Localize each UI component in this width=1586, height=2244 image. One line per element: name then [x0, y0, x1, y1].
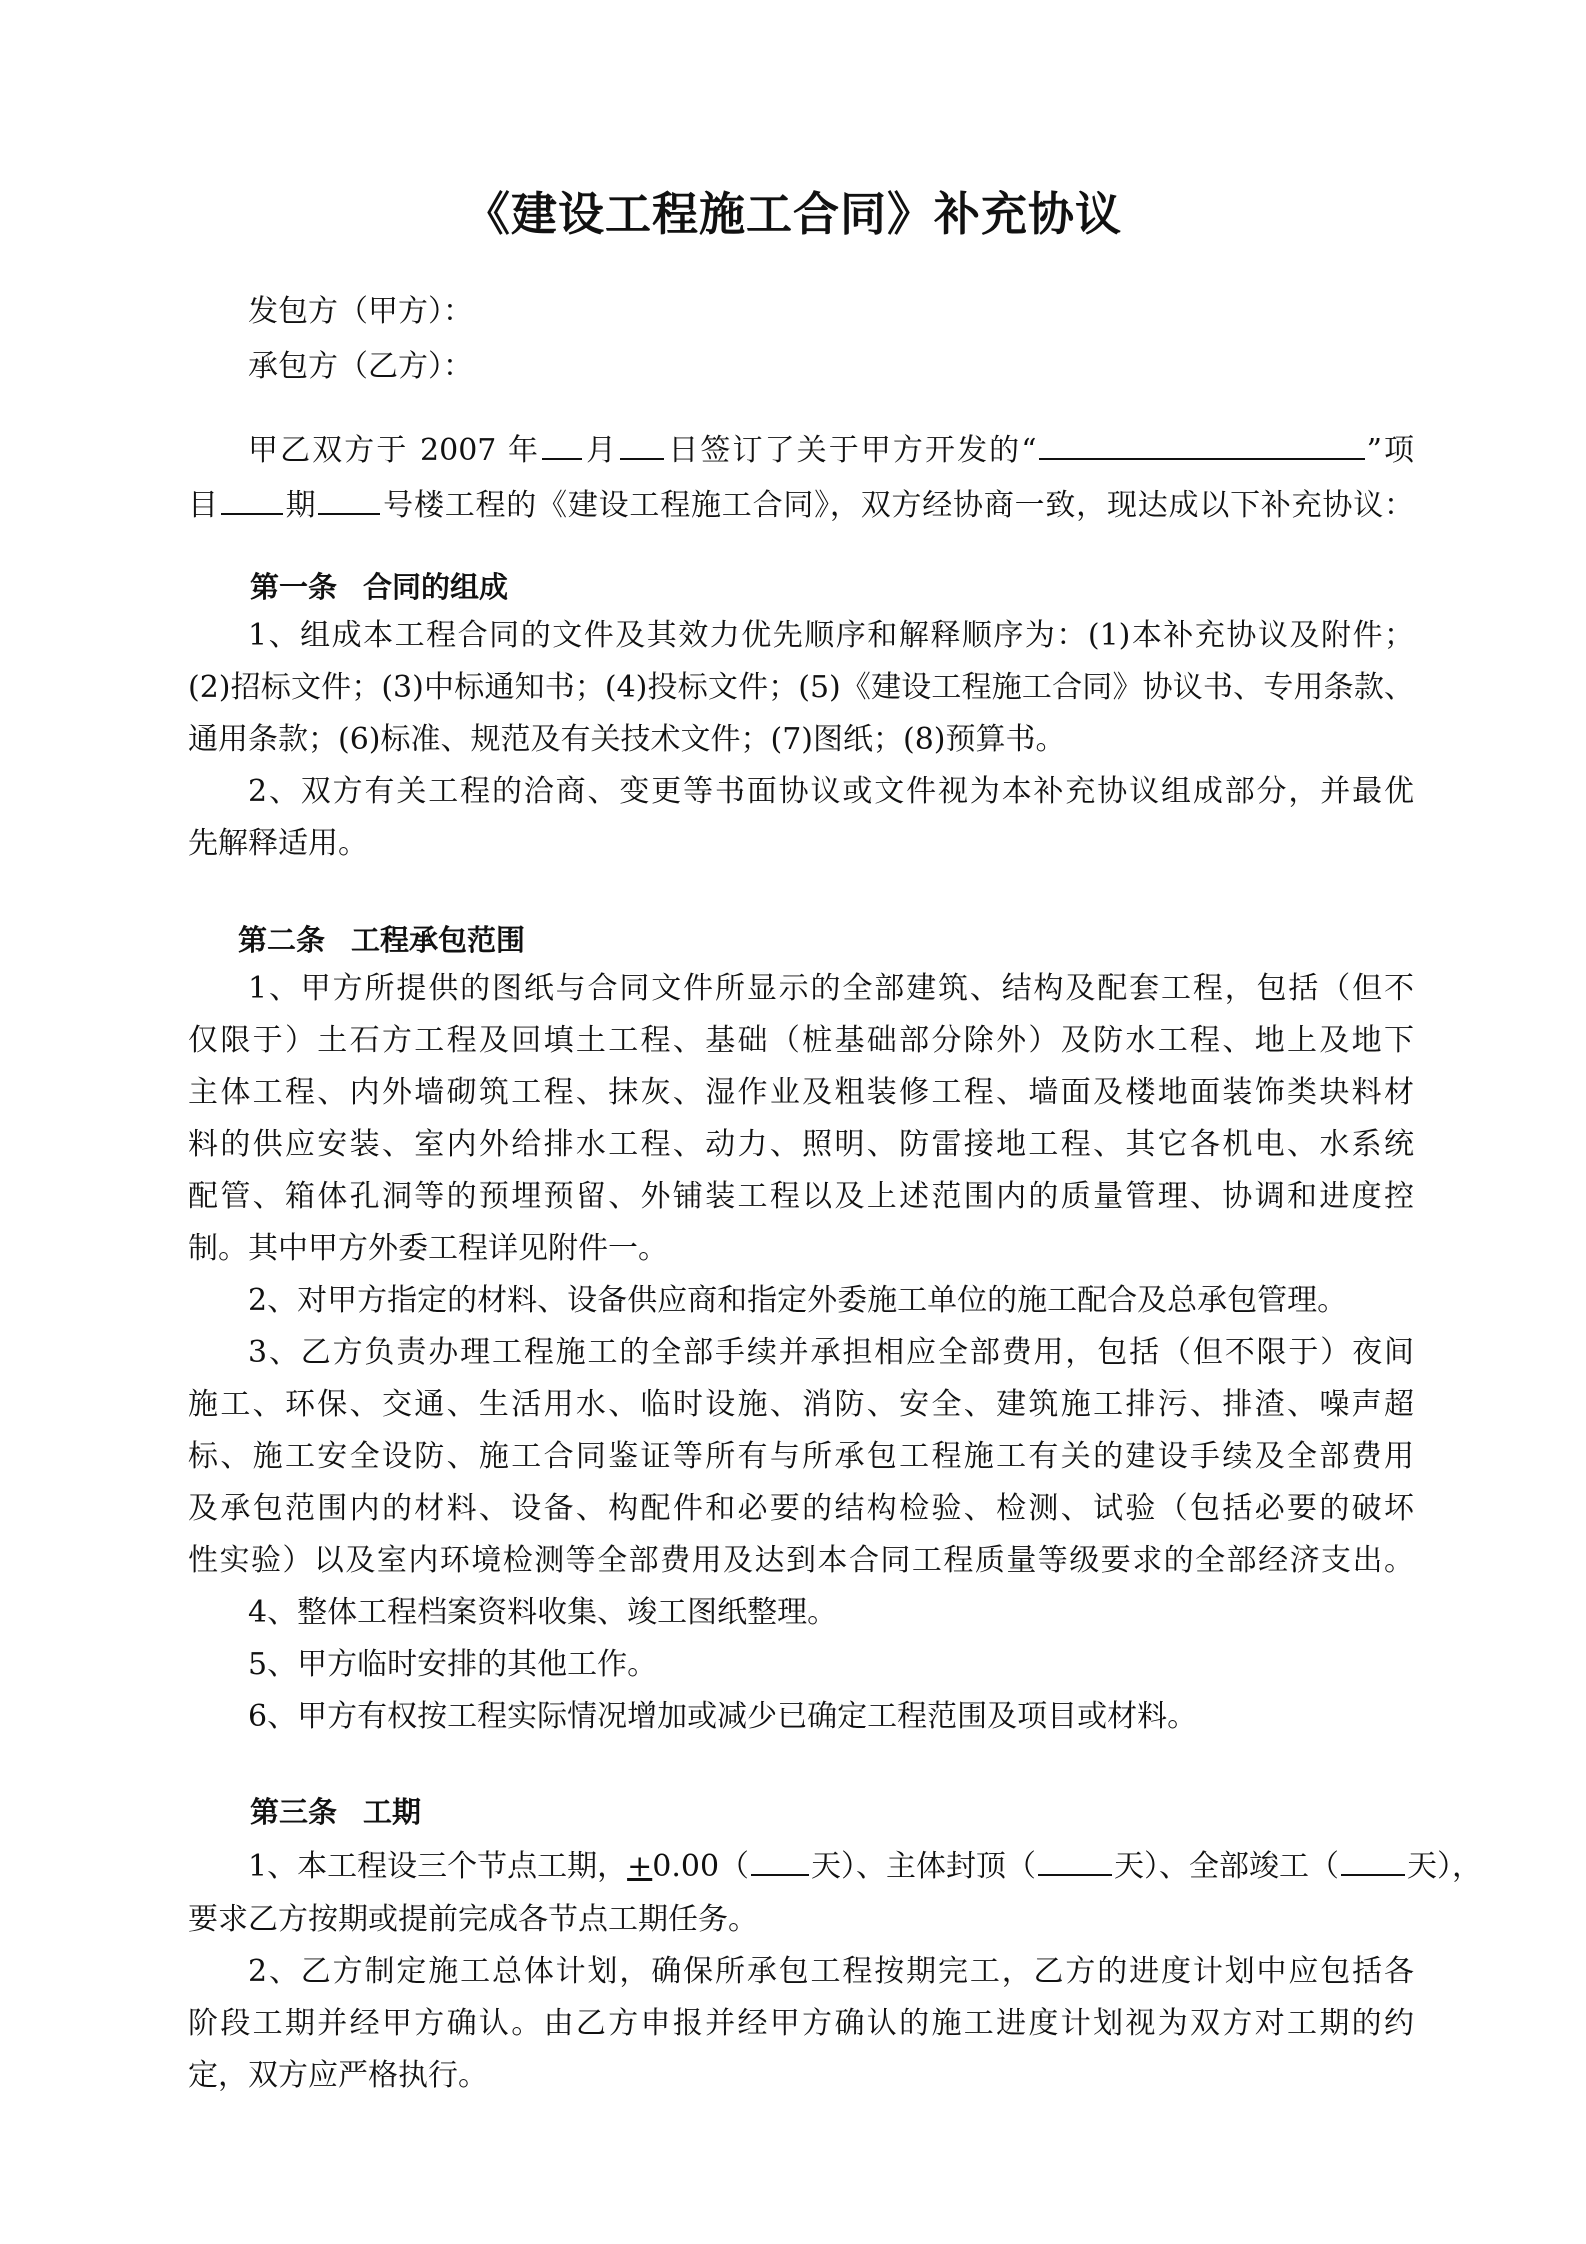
- article2-line: 5、甲方临时安排的其他工作。: [248, 1647, 658, 1682]
- days-blank-1: [751, 1844, 809, 1876]
- article2-line: 主体工程、内外墙砌筑工程、抹灰、湿作业及粗装修工程、墙面及楼地面装饰类块料材: [188, 1075, 1414, 1110]
- month-blank: [542, 428, 582, 460]
- article-title: 合同的组成: [363, 570, 509, 604]
- article-number: 第三条: [250, 1795, 338, 1829]
- preamble-text: ”项: [1366, 433, 1414, 468]
- phase-blank: [221, 483, 283, 515]
- article2-line: 制。其中甲方外委工程详见附件一。: [188, 1231, 668, 1266]
- preamble-text: 期: [284, 488, 317, 523]
- article1-line: 先解释适用。: [188, 826, 368, 861]
- building-blank: [318, 483, 380, 515]
- article1-line: 1、组成本工程合同的文件及其效力优先顺序和解释顺序为：(1)本补充协议及附件；: [248, 618, 1414, 653]
- preamble-text: 甲乙双方于 2007 年: [248, 433, 541, 468]
- article2-line: 性实验）以及室内环境检测等全部费用及达到本合同工程质量等级要求的全部经济支出。: [188, 1543, 1414, 1578]
- project-name-blank: [1039, 428, 1365, 460]
- article3-text: 天）、全部竣工（: [1114, 1849, 1340, 1884]
- article2-line: 标、施工安全设防、施工合同鉴证等所有与所承包工程施工有关的建设手续及全部费用: [188, 1439, 1414, 1474]
- article2-line: 及承包范围内的材料、设备、构配件和必要的结构检验、检测、试验（包括必要的破坏: [188, 1491, 1414, 1526]
- preamble-text: 号楼工程的《建设工程施工合同》，双方经协商一致，现达成以下补充协议：: [382, 488, 1415, 523]
- employer-label: 发包方（甲方）：: [248, 294, 473, 329]
- day-blank: [620, 428, 664, 460]
- article3-line: 2、乙方制定施工总体计划，确保所承包工程按期完工，乙方的进度计划中应包括各: [248, 1954, 1414, 1989]
- preamble-line-1: [248, 428, 1414, 473]
- article2-line: 6、甲方有权按工程实际情况增加或减少已确定工程范围及项目或材料。: [248, 1699, 1198, 1734]
- plus-minus-sign: +: [627, 1849, 653, 1884]
- article2-line: 1、甲方所提供的图纸与合同文件所显示的全部建筑、结构及配套工程，包括（但不: [248, 971, 1414, 1006]
- preamble-line-2: [188, 483, 1414, 528]
- article2-line: 2、对甲方指定的材料、设备供应商和指定外委施工单位的施工配合及总承包管理。: [248, 1283, 1348, 1318]
- article2-heading: [238, 918, 525, 962]
- article2-line: 3、乙方负责办理工程施工的全部手续并承担相应全部费用，包括（但不限于）夜间: [248, 1335, 1414, 1370]
- article3-text: 天）、主体封顶（: [811, 1849, 1037, 1884]
- article2-line: 仅限于）土石方工程及回填土工程、基础（桩基础部分除外）及防水工程、地上及地下: [188, 1023, 1414, 1058]
- article3-heading: [250, 1790, 421, 1834]
- days-blank-2: [1038, 1844, 1112, 1876]
- article3-line-1: [248, 1844, 1483, 1889]
- article1-heading: [250, 565, 508, 609]
- article-number: 第一条: [250, 570, 338, 604]
- article3-text: 0.00（: [652, 1849, 750, 1884]
- document-title: 《建设工程施工合同》补充协议: [464, 187, 1122, 241]
- article2-line: 料的供应安装、室内外给排水工程、动力、照明、防雷接地工程、其它各机电、水系统: [188, 1127, 1414, 1162]
- article-number: 第二条: [238, 923, 326, 957]
- preamble-text: 月: [584, 433, 619, 468]
- article3-text: 1、本工程设三个节点工期，: [248, 1849, 628, 1884]
- preamble-text: 目: [188, 488, 219, 523]
- article2-line: 施工、环保、交通、生活用水、临时设施、消防、安全、建筑施工排污、排渣、噪声超: [188, 1387, 1414, 1422]
- article3-line: 阶段工期并经甲方确认。由乙方申报并经甲方确认的施工进度计划视为双方对工期的约: [188, 2006, 1414, 2041]
- article3-text: 天），: [1407, 1849, 1483, 1884]
- days-blank-3: [1341, 1844, 1405, 1876]
- preamble-text: 日签订了关于甲方开发的“: [666, 433, 1037, 468]
- article2-line: 4、整体工程档案资料收集、竣工图纸整理。: [248, 1595, 838, 1630]
- article-title: 工期: [363, 1795, 422, 1829]
- article1-line: (2)招标文件；(3)中标通知书；(4)投标文件；(5)《建设工程施工合同》协议书、专用条款、: [188, 670, 1414, 705]
- article3-line: 定，双方应严格执行。: [188, 2058, 488, 2093]
- article2-line: 配管、箱体孔洞等的预埋预留、外铺装工程以及上述范围内的质量管理、协调和进度控: [188, 1179, 1414, 1214]
- article-title: 工程承包范围: [351, 923, 526, 957]
- article1-line: 通用条款；(6)标准、规范及有关技术文件；(7)图纸；(8)预算书。: [188, 722, 1066, 757]
- article1-line: 2、双方有关工程的洽商、变更等书面协议或文件视为本补充协议组成部分，并最优: [248, 774, 1414, 809]
- article3-line: 要求乙方按期或提前完成各节点工期任务。: [188, 1902, 758, 1937]
- contractor-label: 承包方（乙方）：: [248, 349, 473, 384]
